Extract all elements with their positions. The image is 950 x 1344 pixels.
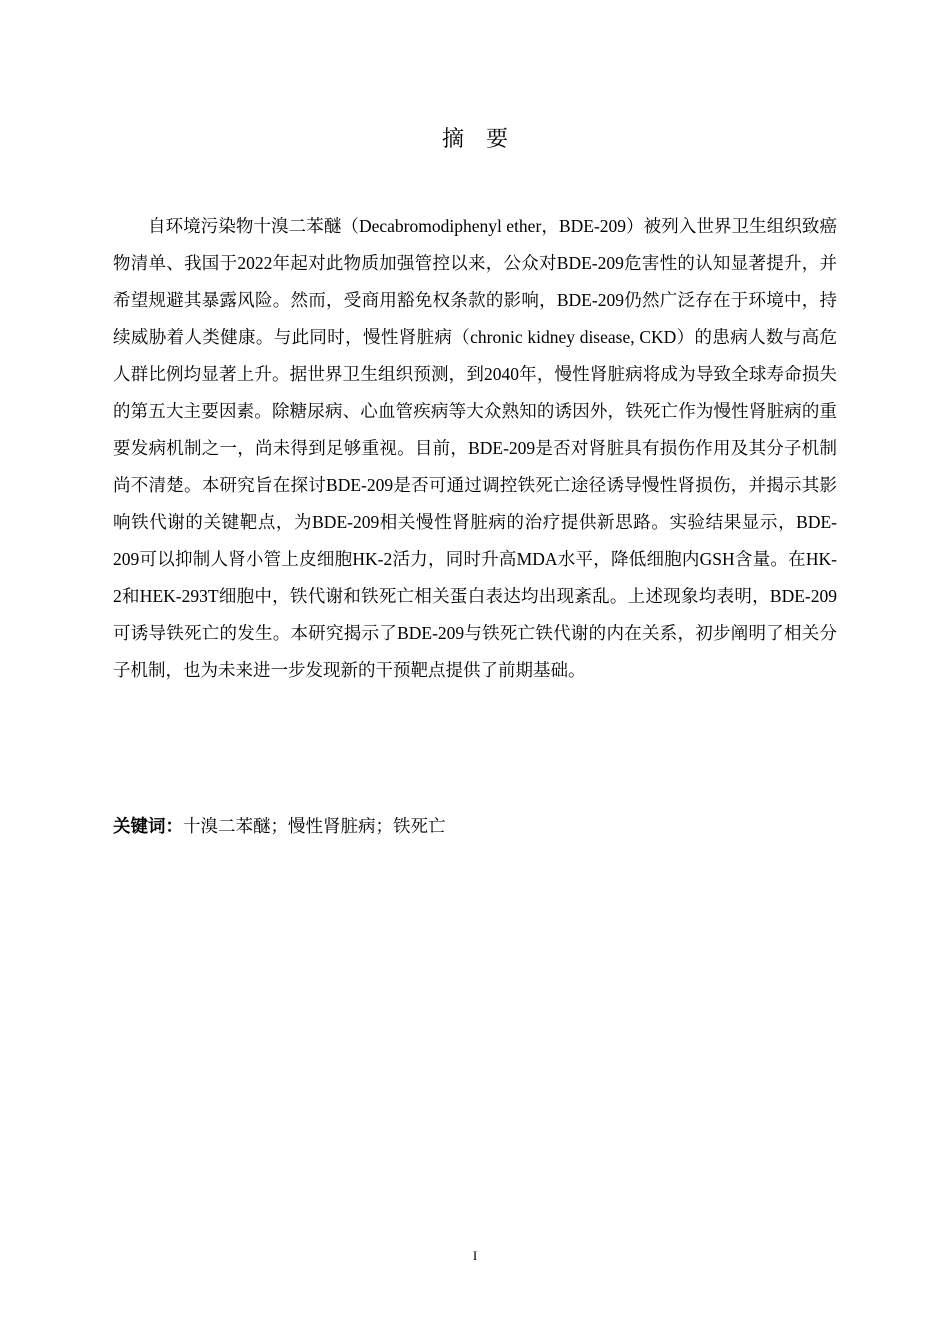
keywords-label: 关键词： [113,817,183,837]
abstract-body: 自环境污染物十溴二苯醚（Decabromodiphenyl ether，BDE-209）被列入世界卫生组织致癌物清单、我国于2022年起对此物质加强管控以来，公众对BDE-209危害性的认知显著提升，并希望规避其暴露风险。然而，受商用豁免权条款的影响，BDE-209仍然广泛存在于环境中，持续威胁着人类健康。与此同时，慢性肾脏病（chronic kidney disease, CKD）的患病人数与高危人群比例均显著上升。据世界卫生组织预测，到2040年，慢性肾脏病将成为导致全球寿命损失的第五大主要因素。除糖尿病、心血管疾病等大众熟知的诱因外，铁死亡作为慢性肾脏病的重要发病机制之一，尚未得到足够重视。目前，BDE-209是否对肾脏具有损伤作用及其分子机制尚不清楚。本研究旨在探讨BDE-209是否可通过调控铁死亡途径诱导慢性肾损伤，并揭示其影响铁代谢的关键靶点，为BDE-209相关慢性肾脏病的治疗提供新思路。实验结果显示，BDE-209可以抑制人肾小管上皮细胞HK-2活力，同时升高MDA水平，降低细胞内GSH含量。在HK-2和HEK-293T细胞中，铁代谢和铁死亡相关蛋白表达均出现紊乱。上述现象均表明，BDE-209可诱导铁死亡的发生。本研究揭示了BDE-209与铁死亡铁代谢的内在关系，初步阐明了相关分子机制，也为未来进一步发现新的干预靶点提供了前期基础。 [113,216,837,680]
abstract-title: 摘要 [441,127,530,152]
keywords-line [113,810,837,843]
keywords-text: 十溴二苯醚；慢性肾脏病；铁死亡 [183,816,446,836]
page-number: I [472,1248,478,1263]
